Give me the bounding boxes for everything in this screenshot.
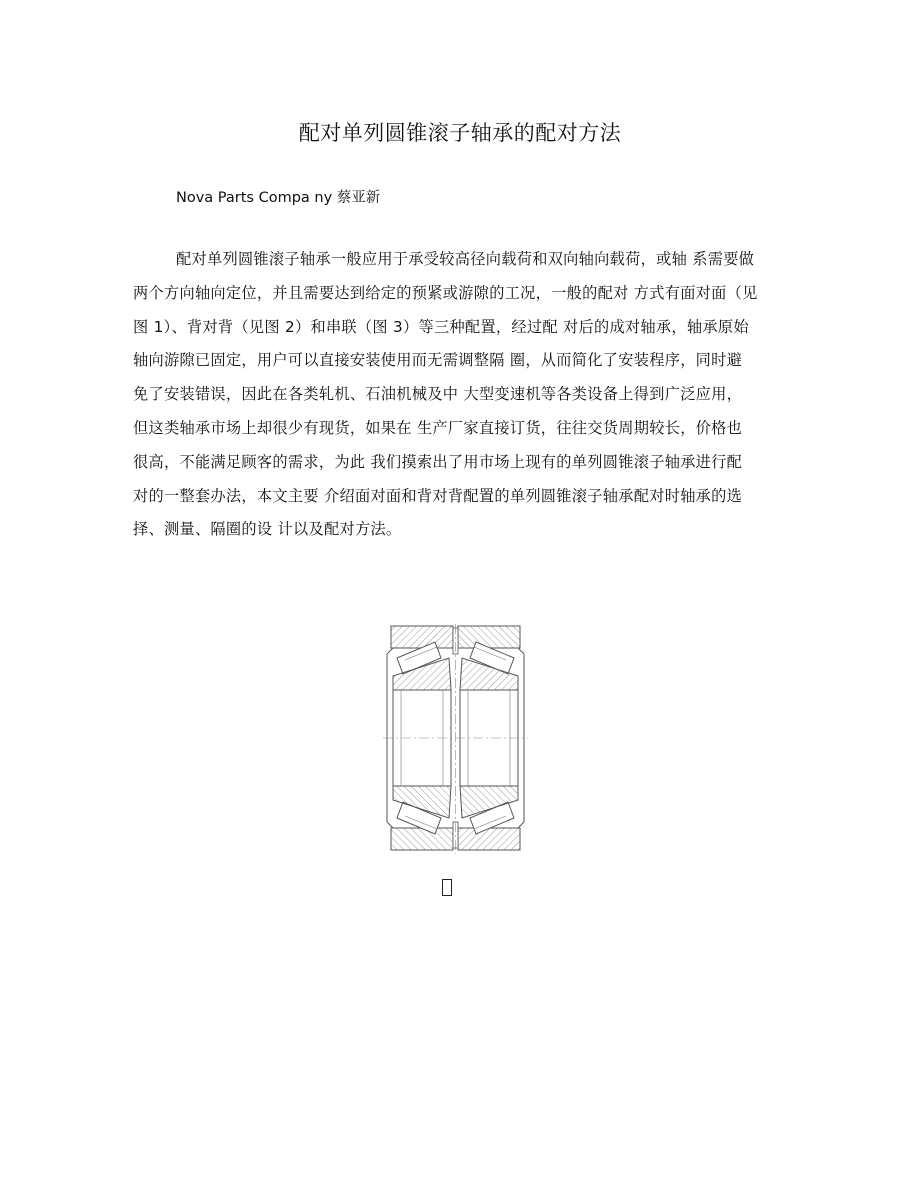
paragraph-line: 配对单列圆锥滚子轴承一般应用于承受较高径向载荷和双向轴向载荷，或轴 系需要做 bbox=[176, 250, 755, 268]
paragraph-line: 很高，不能满足顾客的需求，为此 我们摸索出了用市场上现有的单列圆锥滚子轴承进行配 bbox=[133, 452, 743, 471]
paragraph-line: 择、测量、隔圈的设 计以及配对方法。 bbox=[133, 520, 402, 539]
outer-ring-bottom-right bbox=[458, 828, 520, 850]
figure-caption bbox=[438, 876, 456, 898]
document-title: 配对单列圆锥滚子轴承的配对方法 bbox=[298, 121, 622, 145]
missing-glyph-box bbox=[442, 879, 452, 896]
paragraph-line: 但这类轴承市场上却很少有现货，如果在 生产厂家直接订货，往往交货周期较长，价格也 bbox=[133, 418, 743, 437]
author-line: Nova Parts Compa ny 蔡亚新 bbox=[176, 190, 381, 206]
bearing-pair-drawing bbox=[383, 624, 528, 854]
paragraph-line: 轴向游隙已固定，用户可以直接安装使用而无需调整隔 圈，从而简化了安装程序，同时避 bbox=[133, 351, 743, 370]
outer-ring-top-left bbox=[391, 626, 453, 648]
outer-ring-top-right bbox=[458, 626, 520, 648]
outer-ring-bottom-left bbox=[391, 828, 453, 850]
paragraph-line: 两个方向轴向定位，并且需要达到给定的预紧或游隙的工况，一般的配对 方式有面对面（见 bbox=[133, 283, 758, 302]
paragraph-line: 对的一整套办法，本文主要 介绍面对面和背对背配置的单列圆锥滚子轴承配对时轴承的选 bbox=[133, 486, 743, 505]
paragraph-line: 图 1）、背对背（见图 2）和串联（图 3）等三种配置，经过配 对后的成对轴承，轴承原始 bbox=[133, 317, 749, 336]
body-paragraph bbox=[133, 243, 773, 547]
paragraph-line: 免了安装错误，因此在各类轧机、石油机械及中 大型变速机等各类设备上得到广泛应用， bbox=[133, 385, 743, 404]
